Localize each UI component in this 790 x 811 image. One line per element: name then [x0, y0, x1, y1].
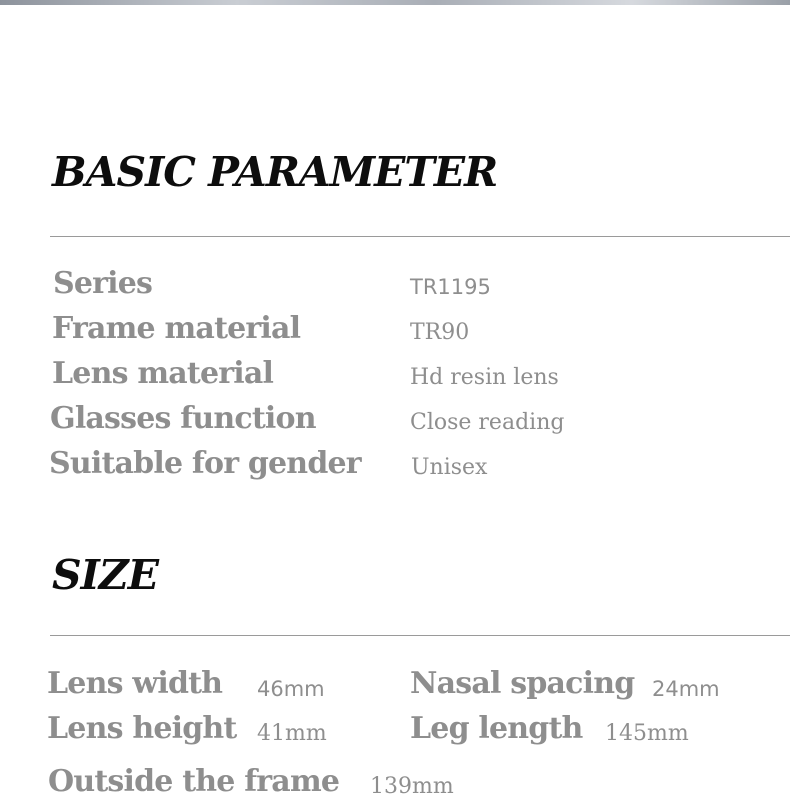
lens-width-label: Lens width	[47, 666, 223, 701]
param-label: Lens material	[52, 356, 274, 391]
top-image-strip	[0, 0, 790, 5]
param-value: TR1195	[410, 275, 491, 299]
param-label: Glasses function	[50, 401, 316, 436]
outside-frame-value: 139mm	[370, 774, 454, 799]
size-heading: SIZE	[52, 551, 158, 599]
param-row-glasses-function	[0, 401, 790, 441]
basic-parameter-heading: BASIC PARAMETER	[52, 148, 498, 196]
size-divider	[50, 635, 790, 636]
nasal-spacing-label: Nasal spacing	[410, 666, 635, 701]
param-row-suitable-for-gender	[0, 446, 790, 486]
nasal-spacing-value: 24mm	[652, 677, 720, 701]
param-row-series	[0, 266, 790, 306]
param-label: Series	[53, 266, 153, 301]
param-value: Close reading	[410, 410, 565, 435]
outside-frame-label: Outside the frame	[48, 764, 340, 799]
param-value: TR90	[410, 320, 470, 345]
param-row-frame-material	[0, 311, 790, 351]
lens-height-label: Lens height	[47, 711, 237, 746]
basic-parameter-divider	[50, 236, 790, 237]
param-row-lens-material	[0, 356, 790, 396]
param-label: Frame material	[52, 311, 301, 346]
lens-width-value: 46mm	[257, 677, 325, 701]
param-value: Hd resin lens	[410, 365, 559, 390]
param-label: Suitable for gender	[49, 446, 361, 481]
lens-height-value: 41mm	[257, 721, 327, 746]
param-value: Unisex	[411, 455, 488, 480]
leg-length-value: 145mm	[605, 721, 689, 746]
leg-length-label: Leg length	[410, 711, 583, 746]
